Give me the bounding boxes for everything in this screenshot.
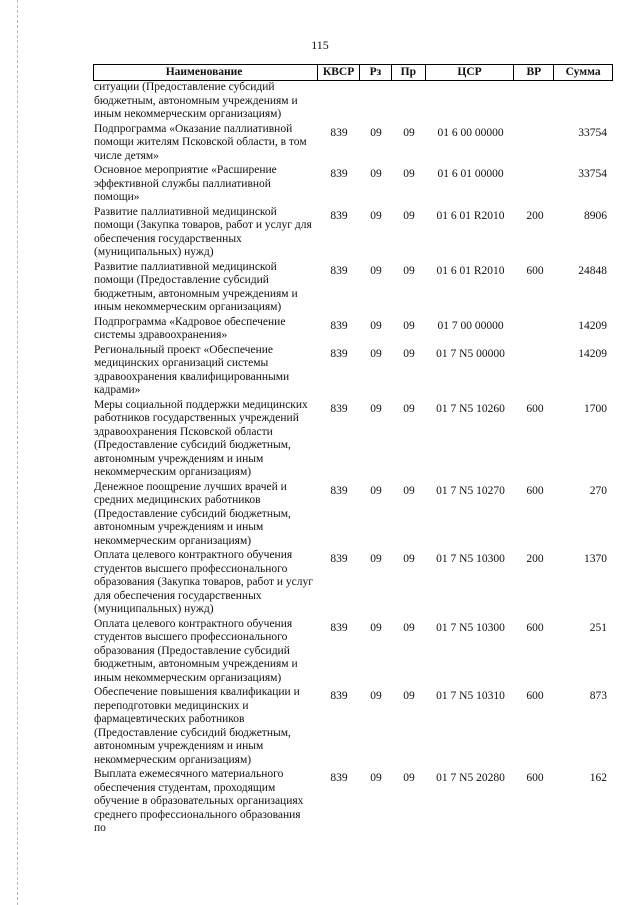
cell-vr	[515, 81, 555, 122]
table-body	[93, 81, 613, 836]
cell-pr: 09	[403, 319, 415, 332]
cell-kvsr	[318, 81, 360, 122]
cell-kvsr: 839	[330, 264, 348, 277]
cell-kvsr: 839	[330, 553, 348, 565]
cell-kvsr: 839	[330, 168, 348, 180]
cell-rz: 09	[370, 264, 382, 277]
cell-name: Выплата ежемесячного материального обеспечения студентам, проходящим обучение в образовательных организациях среднего профессионального образования по	[94, 768, 304, 834]
cell-csr: 01 6 01 R2010	[436, 264, 505, 277]
cell-pr: 09	[403, 621, 415, 634]
header-name: Наименование	[94, 65, 318, 80]
cell-csr: 01 7 N5 00000	[436, 347, 505, 360]
cell-rz	[360, 81, 392, 122]
table-row	[93, 399, 613, 480]
cell-vr	[515, 344, 555, 398]
cell-name: Денежное поощрение лучших врачей и средних медицинских работников (Предоставление субсидий бюджетным, автономным учреждениям и иным некоммерческим организациям)	[94, 480, 291, 547]
cell-rz: 09	[370, 168, 382, 180]
cell-sum: 1370	[584, 553, 607, 565]
cell-rz: 09	[370, 553, 382, 565]
cell-sum: 24848	[578, 264, 607, 277]
cell-vr: 600	[526, 621, 544, 634]
cell-sum: 251	[589, 621, 607, 634]
header-pr: Пр	[392, 65, 426, 80]
cell-vr: 600	[526, 484, 544, 497]
cell-sum: 873	[589, 690, 607, 702]
cell-vr: 200	[526, 209, 544, 222]
cell-rz: 09	[370, 347, 382, 360]
table-row	[93, 768, 613, 836]
table-row	[93, 206, 613, 260]
cell-kvsr: 839	[330, 126, 348, 139]
cell-rz: 09	[370, 319, 382, 332]
cell-csr: 01 7 N5 10300	[436, 621, 505, 634]
header-sum: Сумма	[565, 66, 601, 78]
cell-csr: 01 6 01 00000	[437, 168, 504, 180]
cell-vr: 200	[526, 553, 544, 565]
cell-pr: 09	[403, 772, 415, 784]
header-csr: ЦСР	[426, 65, 515, 80]
cell-kvsr: 839	[330, 319, 348, 332]
cell-rz: 09	[370, 402, 382, 415]
cell-kvsr: 839	[330, 402, 348, 415]
cell-sum: 33754	[578, 126, 607, 139]
cell-name: ситуации (Предоставление субсидий бюджетным, автономным учреждениям и иным некоммерческим организациям)	[94, 81, 298, 120]
cell-name: Обеспечение повышения квалификации и переподготовки медицинских и фармацевтических работников (Предоставление субсидий бюджетным, автономным учреждениям и иным некоммерческим организациям)	[94, 686, 300, 766]
cell-pr: 09	[403, 347, 415, 360]
cell-csr: 01 7 N5 10300	[436, 553, 505, 565]
cell-sum: 14209	[578, 347, 607, 360]
table-row	[93, 481, 613, 549]
cell-name: Подпрограмма «Оказание паллиативной помощи жителям Псковской области, в том числе детям»	[94, 122, 307, 162]
cell-pr: 09	[403, 402, 415, 415]
cell-kvsr: 839	[330, 347, 348, 360]
cell-pr: 09	[403, 553, 415, 565]
cell-rz: 09	[370, 484, 382, 497]
cell-kvsr: 839	[330, 209, 348, 222]
table-row	[93, 618, 613, 686]
cell-sum	[555, 81, 613, 122]
cell-rz: 09	[370, 209, 382, 222]
cell-vr: 600	[526, 402, 544, 415]
cell-sum: 33754	[578, 168, 607, 180]
cell-name: Меры социальной поддержки медицинских работников государственных учреждений здравоохранения Псковской области (Предоставление субсидий бюджетным, автономным учреждениям и иным некоммерческим организациям)	[94, 398, 308, 478]
table-row	[93, 81, 613, 122]
cell-csr: 01 7 N5 10260	[436, 402, 505, 415]
cell-name: Оплата целевого контрактного обучения студентов высшего профессионального образования (Закупка товаров, работ и услуг для обеспечения государственных (муниципальных) нужд)	[94, 549, 313, 615]
header-vr: ВР	[514, 65, 554, 80]
cell-name: Развитие паллиативной медицинской помощи (Предоставление субсидий бюджетным, автономным учреждениям и иным некоммерческим организациям)	[94, 260, 298, 313]
table-row	[93, 549, 613, 617]
header-rz: Рз	[360, 65, 392, 80]
cell-csr: 01 6 01 R2010	[436, 209, 505, 222]
cell-csr: 01 7 N5 20280	[436, 772, 505, 784]
cell-pr: 09	[403, 209, 415, 222]
table-row	[93, 316, 613, 343]
table-row	[93, 123, 613, 164]
cell-sum: 8906	[584, 209, 607, 222]
cell-rz: 09	[370, 126, 382, 139]
table-row	[93, 261, 613, 315]
cell-kvsr: 839	[330, 772, 348, 784]
cell-csr: 01 7 N5 10310	[436, 690, 505, 702]
cell-vr	[515, 164, 555, 205]
cell-rz: 09	[370, 621, 382, 634]
cell-csr: 01 7 00 00000	[437, 319, 504, 332]
cell-kvsr: 839	[330, 690, 348, 702]
table-header-row	[93, 64, 613, 81]
cell-kvsr: 839	[330, 621, 348, 634]
cell-pr: 09	[403, 690, 415, 702]
cell-rz: 09	[370, 690, 382, 702]
budget-table	[93, 64, 613, 836]
cell-sum: 270	[589, 484, 607, 497]
cell-csr: 01 7 N5 10270	[436, 484, 505, 497]
table-row	[93, 344, 613, 398]
cell-sum: 162	[589, 772, 607, 784]
cell-vr: 600	[526, 690, 544, 702]
cell-kvsr: 839	[330, 484, 348, 497]
cell-name: Оплата целевого контрактного обучения студентов высшего профессионального образования (Предоставление субсидий бюджетным, автономным учреждениям и иным некоммерческим организациям)	[94, 617, 298, 684]
cell-vr: 600	[526, 772, 544, 784]
cell-sum: 14209	[578, 319, 607, 332]
cell-csr: 01 6 00 00000	[437, 126, 504, 139]
page-number: 115	[311, 38, 329, 52]
cell-name: Региональный проект «Обеспечение медицинских организаций системы здравоохранения квалифицированными кадрами»	[94, 343, 290, 396]
table-row	[93, 164, 613, 205]
cell-pr: 09	[403, 484, 415, 497]
cell-pr: 09	[403, 168, 415, 180]
cell-pr	[392, 81, 426, 122]
cell-csr	[426, 81, 515, 122]
cell-pr: 09	[403, 264, 415, 277]
cell-name: Подпрограмма «Кадровое обеспечение системы здравоохранения»	[94, 315, 286, 341]
cell-name: Основное мероприятие «Расширение эффективной службы паллиативной помощи»	[94, 164, 277, 203]
cell-name: Развитие паллиативной медицинской помощи (Закупка товаров, работ и услуг для обеспечения государственных (муниципальных) нужд)	[94, 205, 312, 258]
table-row	[93, 686, 613, 767]
scan-edge-line	[17, 0, 18, 905]
cell-vr	[515, 123, 555, 164]
cell-sum: 1700	[584, 402, 607, 415]
header-kvsr: КВСР	[318, 65, 360, 80]
cell-vr	[515, 316, 555, 343]
cell-pr: 09	[403, 126, 415, 139]
cell-rz: 09	[370, 772, 382, 784]
cell-vr: 600	[526, 264, 544, 277]
